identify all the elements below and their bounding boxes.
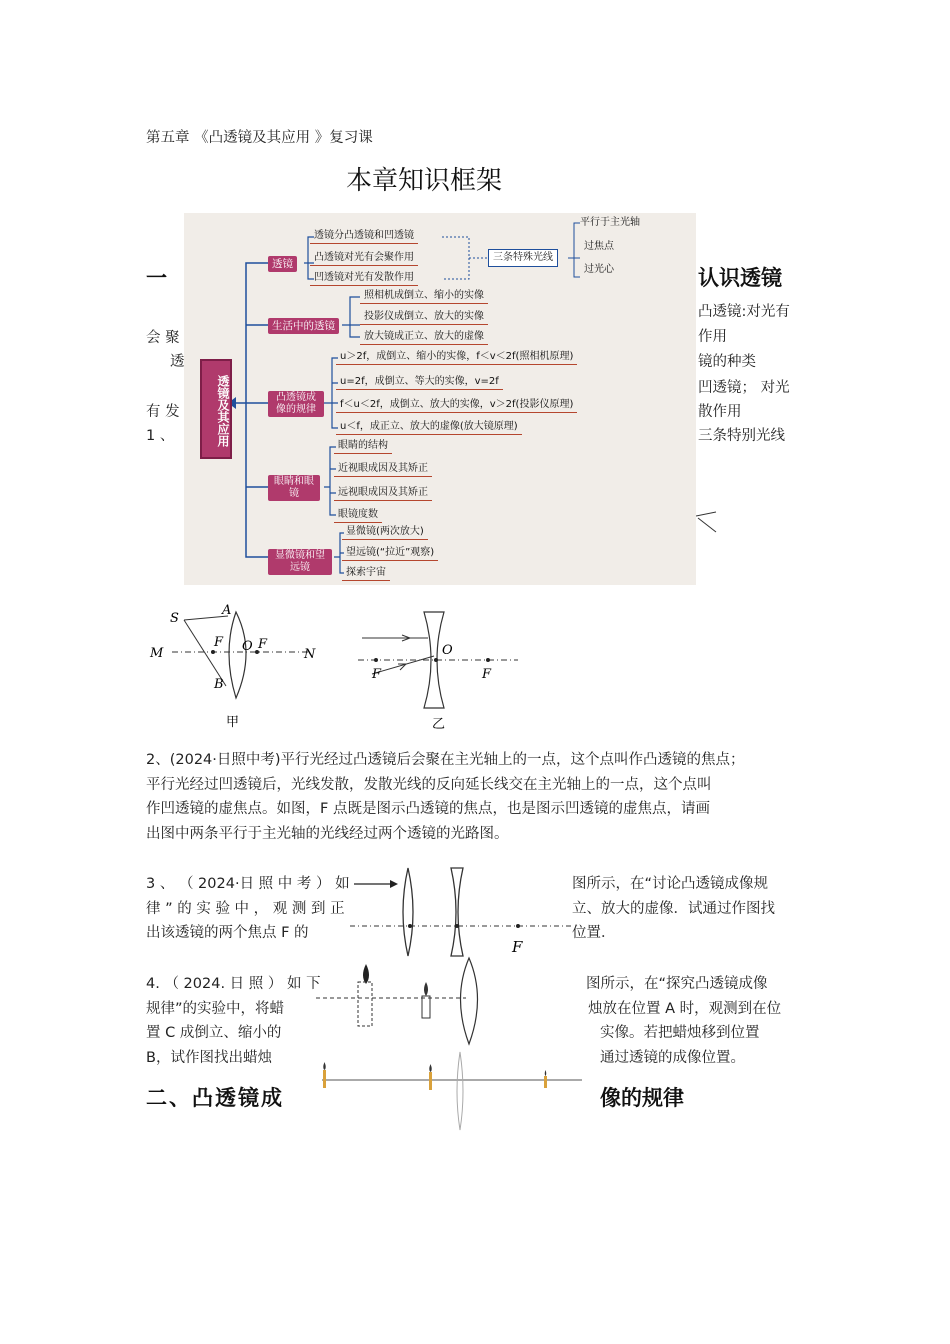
node-scopes: 显微镜和望远镜 (268, 549, 332, 575)
s1-right-line-6: 三条特别光线 (698, 428, 785, 444)
caption-jia: 甲 (226, 715, 240, 730)
node-lens-item-2: 凸透镜对光有会聚作用 (310, 251, 418, 266)
q3-right-line-2: 立、放大的虚像．试通过作图找 (572, 900, 775, 917)
s1-right-line-1: 凸透镜:对光有 (698, 304, 790, 320)
q3-left-line-1: 3 、 （ 2024·日 照 中 考 ） 如 (146, 876, 350, 892)
node-eyes-item-4: 眼镜度数 (334, 508, 382, 523)
mindmap (184, 213, 696, 585)
caption-yi: 乙 (432, 717, 446, 732)
label-N: N (304, 647, 316, 662)
node-eyes-item-3: 远视眼成因及其矫正 (334, 486, 432, 501)
special-ray-2: 过焦点 (584, 241, 614, 252)
q4-left-line-2: 规律”的实验中，将蜡 (146, 1000, 285, 1017)
special-ray-1: 平行于主光轴 (580, 217, 640, 228)
label-F-right: F (258, 637, 268, 652)
node-lens-item-3: 凹透镜对光有发散作用 (310, 271, 418, 286)
section2-title-left: 二、凸透镜成 (146, 1086, 284, 1110)
s1-right-line-4: 凹透镜； 对光 (698, 380, 790, 396)
node-scopes-item-1: 显微镜(两次放大) (342, 525, 428, 540)
q4-right-line-2: 烛放在位置 A 时，观测到在位 (588, 1000, 782, 1017)
q3-left-line-3: 出该透镜的两个焦点 F 的 (146, 925, 309, 941)
q2-line-2: 平行光经过凹透镜后，光线发散，发散光线的反向延长线交在主光轴上的一点，这个点叫 (146, 776, 712, 793)
question-4-left (146, 972, 321, 1070)
mindmap-center: 透镜及其应用 (200, 359, 232, 459)
question-2 (146, 748, 745, 846)
q4-left-line-3: 置 C 成倒立、缩小的 (146, 1025, 282, 1041)
s1-right-line-3: 镜的种类 (698, 354, 756, 370)
q4-right-line-4: 通过透镜的成像位置。 (600, 1049, 745, 1066)
node-lens: 透镜 (268, 256, 297, 272)
label-A: A (222, 603, 232, 618)
question-4-right (586, 972, 781, 1070)
s1-left-line-3: 有 发 (146, 404, 180, 420)
label-O-yi: O (442, 643, 453, 658)
label-O-jia: O (242, 639, 253, 654)
q2-line-4: 出图中两条平行于主光轴的光线经过两个透镜的光路图。 (146, 825, 509, 842)
question-3-left (146, 872, 350, 946)
q3-right-line-3: 位置． (572, 925, 616, 941)
chapter-title: 第五章 《凸透镜及其应用 》复习课 (146, 130, 373, 146)
q3-left-line-2: 律 ” 的 实 验 中 ， 观 测 到 正 (146, 900, 345, 917)
q3-label-F: F (512, 938, 523, 956)
s1-left-line-2: 透 (170, 354, 185, 370)
s1-left-line-1: 会 聚 (146, 330, 180, 346)
q4-left-line-1: 4. （ 2024. 日 照 ） 如 下 (146, 976, 321, 992)
node-rules-item-3: f＜u＜2f，成倒立、放大的实像，v＞2f(投影仪原理) (336, 398, 577, 413)
label-S: S (170, 611, 179, 626)
section1-title-right: 认识透镜 (698, 266, 782, 290)
label-B: B (214, 677, 224, 692)
label-F-yi-left: F (372, 667, 382, 682)
q2-line-1: 2、(2024·日照中考)平行光经过凸透镜后会聚在主光轴上的一点，这个点叫作凸透镜的焦点； (146, 752, 745, 768)
node-scopes-item-3: 探索宇宙 (342, 566, 390, 581)
fragment-ray-marks (696, 508, 720, 534)
label-F-yi-right: F (482, 667, 492, 682)
node-eyes-item-2: 近视眼成因及其矫正 (334, 462, 432, 477)
node-rules-item-4: u＜f，成正立、放大的虚像(放大镜原理) (336, 420, 522, 435)
node-scopes-item-2: 望远镜(“拉近”观察) (342, 546, 438, 561)
node-rules-item-2: u=2f，成倒立、等大的实像，v=2f (336, 375, 503, 390)
framework-title: 本章知识框架 (346, 166, 503, 196)
node-eyes: 眼睛和眼镜 (268, 475, 320, 501)
q4-right-line-1: 图所示，在“探究凸透镜成像 (586, 976, 768, 992)
s1-right-line-2: 作用 (698, 329, 727, 345)
special-ray-3: 过光心 (584, 264, 614, 275)
section1-title-left: 一 (146, 266, 167, 290)
q3-right-line-1: 图所示，在“讨论凸透镜成像规 (572, 876, 769, 892)
q4-left-line-4: B，试作图找出蜡烛 (146, 1049, 272, 1066)
label-M: M (150, 646, 164, 661)
figure-q4-candles (316, 952, 586, 1132)
node-lens-item-1: 透镜分凸透镜和凹透镜 (310, 229, 418, 244)
node-daily-lens: 生活中的透镜 (268, 318, 339, 334)
node-daily-item-3: 放大镜成正立、放大的虚像 (360, 330, 488, 345)
figure-lenses-jia-yi (140, 600, 540, 740)
question-3-right (572, 872, 775, 946)
node-daily-item-1: 照相机成倒立、缩小的实像 (360, 289, 488, 304)
node-rules-item-1: u＞2f，成倒立、缩小的实像，f＜v＜2f(照相机原理) (336, 350, 577, 365)
q4-right-line-3: 实像。若把蜡烛移到位置 (600, 1025, 760, 1041)
q2-line-3: 作凹透镜的虚焦点。如图，F 点既是图示凸透镜的焦点，也是图示凹透镜的虚焦点，请画 (146, 801, 710, 817)
node-imaging-rules: 凸透镜成像的规律 (268, 391, 324, 417)
section2-title-right: 像的规律 (600, 1086, 684, 1110)
s1-left-line-4: 1 、 (146, 428, 175, 444)
special-rays: 三条特殊光线 (488, 249, 558, 267)
label-F-left: F (214, 635, 224, 650)
node-daily-item-2: 投影仪成倒立、放大的实像 (360, 310, 488, 325)
figure-q3-lenses (350, 862, 572, 960)
node-eyes-item-1: 眼睛的结构 (334, 439, 392, 454)
s1-right-line-5: 散作用 (698, 404, 742, 420)
